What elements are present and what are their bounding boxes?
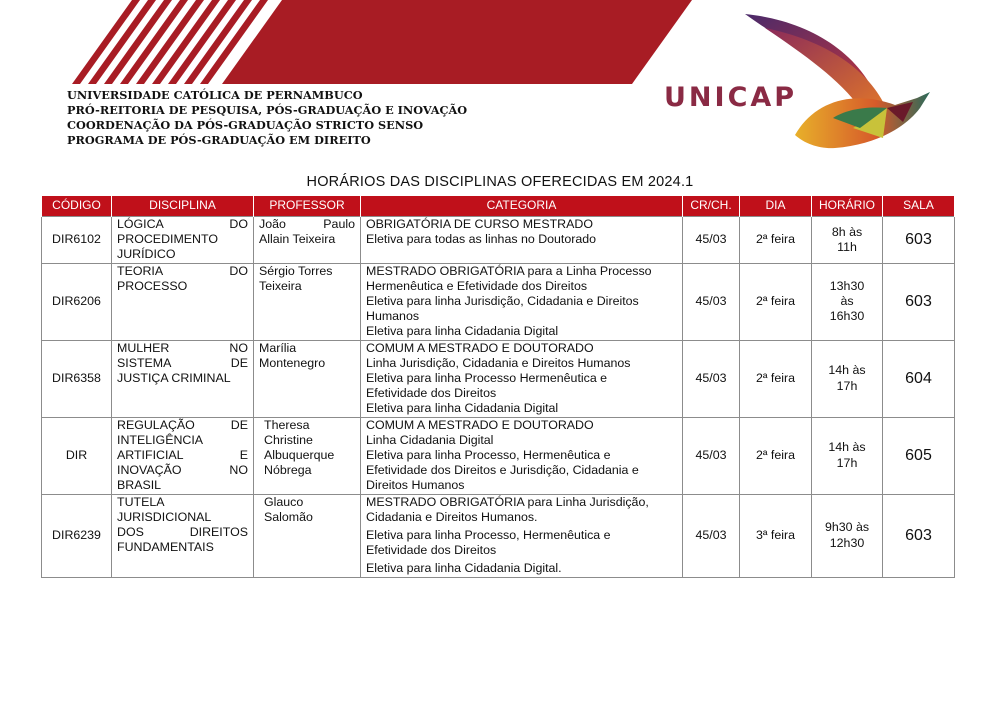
header-banner (62, 0, 692, 84)
cell-codigo: DIR6102 (42, 217, 112, 264)
col-header-crch: CR/CH. (683, 196, 740, 217)
cell-crch: 45/03 (683, 340, 740, 417)
cell-disciplina: TUTELA JURISDICIONAL DOS DIREITOS FUNDAMENTAIS (112, 494, 254, 577)
table-row (42, 263, 955, 340)
cell-disciplina: MULHER NO SISTEMA DE JUSTIÇA CRIMINAL (112, 340, 254, 417)
program-name: PROGRAMA DE PÓS-GRADUAÇÃO EM DIREITO (67, 133, 371, 147)
col-header-disciplina: DISCIPLINA (112, 196, 254, 217)
cell-codigo: DIR6239 (42, 494, 112, 577)
cell-codigo: DIR6358 (42, 340, 112, 417)
schedule-table (41, 196, 955, 578)
col-header-categoria: CATEGORIA (361, 196, 683, 217)
cell-categoria: COMUM A MESTRADO E DOUTORADO Linha Jurisdição, Cidadania e Direitos Humanos Eletiva para linha Processo Hermenêutica e Efetividade dos Direitos Eletiva para linha Cidadania Digital (361, 340, 683, 417)
header-row (42, 196, 955, 217)
institution-header (67, 88, 467, 148)
cell-dia: 2ª feira (740, 217, 812, 264)
cell-horario: 8h às 11h (812, 217, 883, 264)
cell-dia: 2ª feira (740, 417, 812, 494)
table-row (42, 340, 955, 417)
cell-horario: 14h às 17h (812, 340, 883, 417)
cell-crch: 45/03 (683, 494, 740, 577)
col-header-codigo: CÓDIGO (42, 196, 112, 217)
cell-dia: 3ª feira (740, 494, 812, 577)
col-header-dia: DIA (740, 196, 812, 217)
cell-sala: 604 (883, 340, 955, 417)
table-row (42, 217, 955, 264)
cell-professor: João Paulo Allain Teixeira (254, 217, 361, 264)
cell-sala: 603 (883, 263, 955, 340)
cell-categoria: MESTRADO OBRIGATÓRIA para a Linha Processo Hermenêutica e Efetividade dos Direitos Eletiva para linha Jurisdição, Cidadania e Direitos Humanos Eletiva para linha Cidadania Digital (361, 263, 683, 340)
university-name: UNIVERSIDADE CATÓLICA DE PERNAMBUCO (67, 88, 363, 102)
cell-sala: 603 (883, 217, 955, 264)
cell-professor: Marília Montenegro (254, 340, 361, 417)
cell-horario: 9h30 às 12h30 (812, 494, 883, 577)
cell-horario: 14h às 17h (812, 417, 883, 494)
cell-categoria: COMUM A MESTRADO E DOUTORADO Linha Cidadania Digital Eletiva para linha Processo, Hermenêutica e Efetividade dos Direitos e Jurisdição, Cidadania e Direitos Humanos (361, 417, 683, 494)
col-header-sala: SALA (883, 196, 955, 217)
cell-sala: 603 (883, 494, 955, 577)
cell-codigo: DIR6206 (42, 263, 112, 340)
cell-disciplina: TEORIA DO PROCESSO (112, 263, 254, 340)
cell-categoria: OBRIGATÓRIA DE CURSO MESTRADO Eletiva para todas as linhas no Doutorado (361, 217, 683, 264)
cell-categoria: MESTRADO OBRIGATÓRIA para Linha Jurisdição, Cidadania e Direitos Humanos. Eletiva para linha Processo, Hermenêutica e Efetividade dos Direitos Eletiva para linha Cidadania Digital. (361, 494, 683, 577)
document-title: HORÁRIOS DAS DISCIPLINAS OFERECIDAS EM 2024.1 (306, 174, 694, 190)
cell-crch: 45/03 (683, 263, 740, 340)
cell-crch: 45/03 (683, 417, 740, 494)
cell-sala: 605 (883, 417, 955, 494)
coordination-name: COORDENAÇÃO DA PÓS-GRADUAÇÃO STRICTO SENSO (67, 118, 424, 132)
unicap-logo-text: UNICAP (664, 82, 798, 113)
cell-professor: Sérgio Torres Teixeira (254, 263, 361, 340)
table-row (42, 417, 955, 494)
cell-professor: Theresa Christine Albuquerque Nóbrega (254, 417, 361, 494)
cell-professor: Glauco Salomão (254, 494, 361, 577)
cell-horario: 13h30 às 16h30 (812, 263, 883, 340)
cell-disciplina: LÓGICA DO PROCEDIMENTO JURÍDICO (112, 217, 254, 264)
pro-rectorate-name: PRÓ-REITORIA DE PESQUISA, PÓS-GRADUAÇÃO E INOVAÇÃO (67, 103, 468, 117)
cell-dia: 2ª feira (740, 263, 812, 340)
table-row (42, 494, 955, 577)
cell-disciplina: REGULAÇÃO DE INTELIGÊNCIA ARTIFICIAL E INOVAÇÃO NO BRASIL (112, 417, 254, 494)
col-header-horario: HORÁRIO (812, 196, 883, 217)
col-header-professor: PROFESSOR (254, 196, 361, 217)
cell-dia: 2ª feira (740, 340, 812, 417)
cell-codigo: DIR (42, 417, 112, 494)
cell-crch: 45/03 (683, 217, 740, 264)
